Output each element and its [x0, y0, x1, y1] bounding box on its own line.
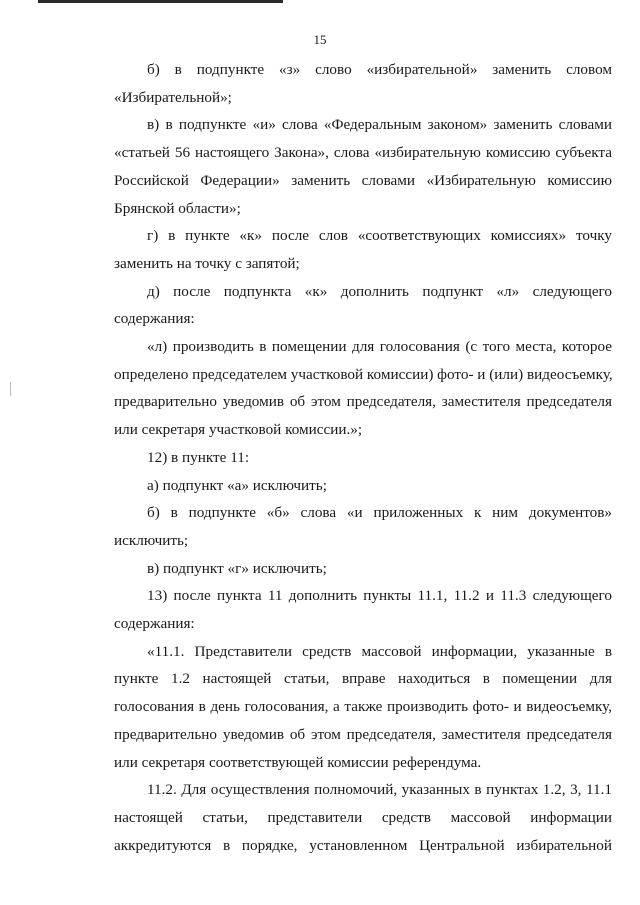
document-body [114, 56, 612, 859]
text-line: а) подпункт «а» исключить; [147, 476, 327, 494]
paragraph-b-subitem-z [114, 56, 612, 111]
text-line: 13) после пункта 11 дополнить пункты 11.1, 11.2 и 11.3 следующего [147, 587, 612, 605]
text-line: предварительно уведомив об этом председателя, заместителя председателя [114, 725, 612, 743]
text-line: или секретаря участковой комиссии.»; [114, 421, 363, 439]
paragraph-l-content [114, 333, 612, 444]
text-line: содержания: [114, 310, 195, 328]
paragraph-g-item-k [114, 222, 612, 277]
paragraph-v-exclude [114, 555, 612, 583]
text-line: «л) производить в помещении для голосования (с того места, которое [147, 338, 612, 356]
paragraph-11-2 [114, 776, 612, 859]
text-line: определено председателем участковой комиссии) фото- и (или) видеосъемку, [114, 365, 613, 383]
text-line: Российской Федерации» заменить словами «Избирательную комиссию [114, 171, 612, 189]
text-line: «11.1. Представители средств массовой информации, указанные в [147, 642, 612, 660]
text-line: Брянской области»; [114, 199, 241, 217]
text-line: б) в подпункте «б» слова «и приложенных к ним документов» [147, 504, 612, 522]
text-line: в) в подпункте «и» слова «Федеральным законом» заменить словами [147, 116, 612, 134]
paragraph-11-1 [114, 638, 612, 777]
text-line: 12) в пункте 11: [147, 448, 250, 466]
paragraph-a-exclude [114, 472, 612, 500]
paragraph-d-after-k [114, 278, 612, 333]
text-line: д) после подпункта «к» дополнить подпункт «л» следующего [147, 282, 612, 300]
text-line: «статьей 56 настоящего Закона», слова «избирательную комиссию субъекта [114, 144, 612, 162]
text-line: б) в подпункте «з» слово «избирательной» заменить словом [147, 61, 612, 78]
top-border-line [38, 0, 283, 3]
page-number: 15 [313, 32, 327, 47]
text-line: голосования в день голосования, а также производить фото- и видеосъемку, [114, 698, 612, 716]
text-line: «Избирательной»; [114, 88, 232, 106]
paragraph-b-subitem-b [114, 499, 612, 554]
text-line: 11.2. Для осуществления полномочий, указанных в пунктах 1.2, 3, 11.1 [147, 781, 612, 799]
text-line: г) в пункте «к» после слов «соответствующих комиссиях» точку [147, 227, 612, 245]
text-line: содержания: [114, 615, 195, 633]
text-line: аккредитуются в порядке, установленном Центральной избирательной [114, 836, 612, 854]
paragraph-v-subitem-i [114, 111, 612, 222]
text-line: настоящей статьи, представители средств массовой информации [114, 808, 612, 826]
text-line: заменить на точку с запятой; [114, 254, 300, 272]
text-line: пункте 1.2 настоящей статьи, вправе находиться в помещении для [114, 670, 612, 688]
paragraph-item-12 [114, 444, 612, 472]
paragraph-item-13 [114, 582, 612, 637]
margin-mark [10, 382, 11, 396]
text-line: исключить; [114, 531, 189, 549]
text-line: предварительно уведомив об этом председателя, заместителя председателя [114, 393, 612, 411]
text-line: в) подпункт «г» исключить; [147, 559, 327, 577]
text-line: или секретаря соответствующей комиссии референдума. [114, 753, 482, 771]
